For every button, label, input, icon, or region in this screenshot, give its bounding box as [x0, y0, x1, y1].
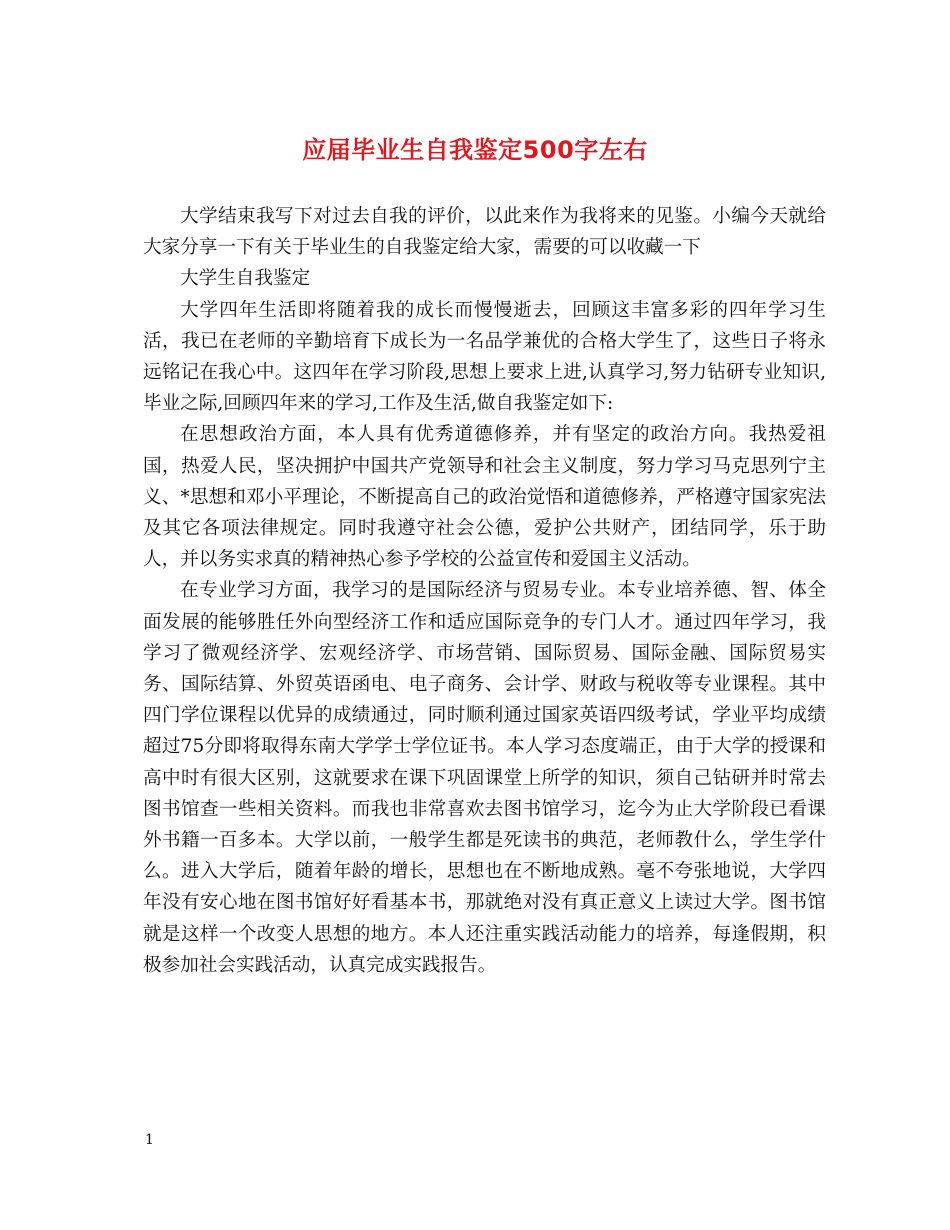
page-number: 1: [145, 1132, 154, 1148]
paragraph-academic: 在专业学习方面，我学习的是国际经济与贸易专业。本专业培养德、智、体全面发展的能够胜任外向型经济工作和适应国际竞争的专门人才。通过四年学习，我学习了微观经济学、宏观经济学、市场营销、国际贸易、国际金融、国际贸易实务、国际结算、外贸英语函电、电子商务、会计学、财政与税收等专业课程。其中四门学位课程以优异的成绩通过，同时顺利通过国家英语四级考试，学业平均成绩超过75分即将取得东南大学学士学位证书。本人学习态度端正，由于大学的授课和高中时有很大区别，这就要求在课下巩固课堂上所学的知识，须自己钻研并时常去图书馆查一些相关资料。而我也非常喜欢去图书馆学习，迄今为止大学阶段已看课外书籍一百多本。大学以前，一般学生都是死读书的典范，老师教什么，学生学什么。进入大学后，随着年龄的增长，思想也在不断地成熟。毫不夸张地说，大学四年没有安心地在图书馆好好看基本书，那就绝对没有真正意义上读过大学。图书馆就是这样一个改变人思想的地方。本人还注重实践活动能力的培养，每逢假期，积极参加社会实践活动，认真完成实践报告。: [143, 580, 826, 976]
document-body: [143, 201, 826, 981]
paragraph-intro: 大学结束我写下对过去自我的评价，以此来作为我将来的见鉴。小编今天就给大家分享一下有关于毕业生的自我鉴定给大家，需要的可以收藏一下: [143, 206, 826, 259]
section-heading: 大学生自我鉴定: [180, 268, 311, 290]
document-title: 应届毕业生自我鉴定500字左右: [302, 136, 648, 164]
paragraph-political: 在思想政治方面，本人具有优秀道德修养，并有坚定的政治方向。我热爱祖国，热爱人民，坚决拥护中国共产党领导和社会主义制度，努力学习马克思列宁主义、*思想和邓小平理论，不断提高自己的政治觉悟和道德修养，严格遵守国家宪法及其它各项法律规定。同时我遵守社会公德，爱护公共财产，团结同学，乐于助人，并以务实求真的精神热心参予学校的公益宣传和爱国主义活动。: [143, 424, 826, 571]
paragraph-overview: 大学四年生活即将随着我的成长而慢慢逝去，回顾这丰富多彩的四年学习生活，我已在老师的辛勤培育下成长为一名品学兼优的合格大学生了，这些日子将永远铭记在我心中。这四年在学习阶段,思想上要求上进,认真学习,努力钻研专业知识,毕业之际,回顾四年来的学习,工作及生活,做自我鉴定如下:: [143, 299, 826, 415]
